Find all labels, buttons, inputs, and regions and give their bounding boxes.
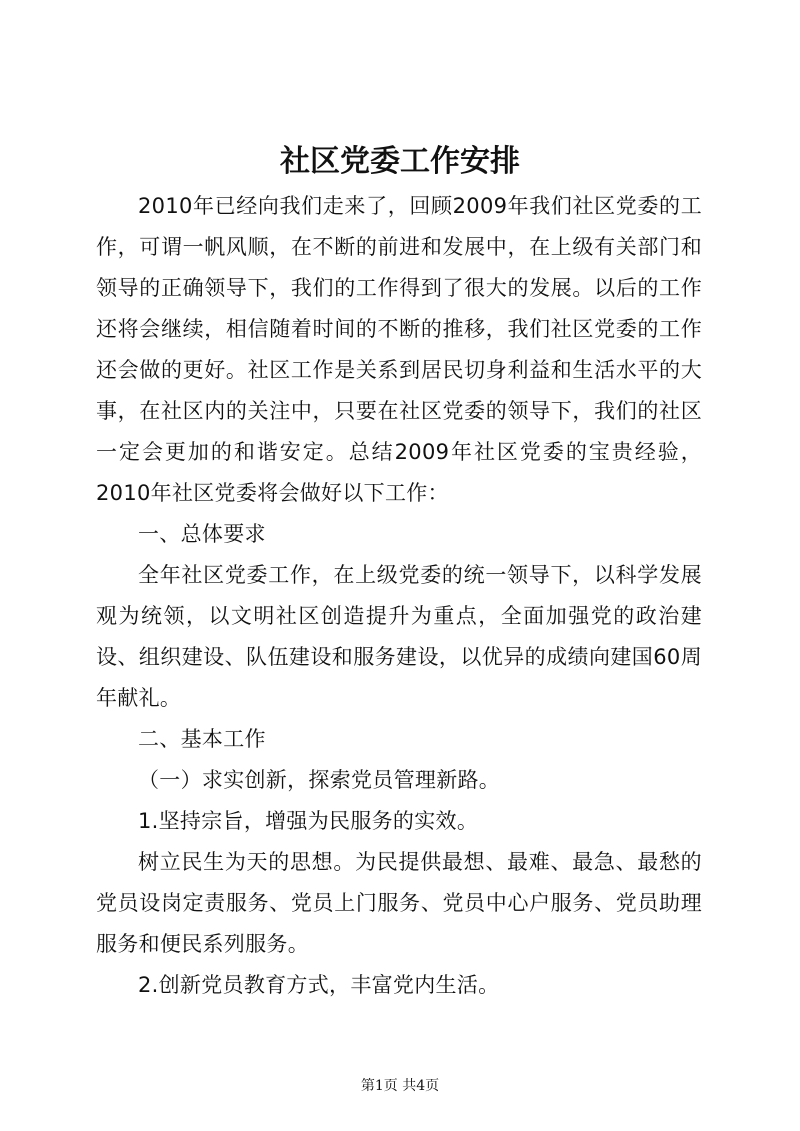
section-heading-general-requirements: 一、总体要求	[138, 522, 266, 546]
service-paragraph: 树立民生为天的思想。为民提供最想、最难、最急、最愁的党员设岗定责服务、党员上门服务、党员中心户服务、党员助理服务和便民系列服务。	[96, 850, 702, 956]
general-requirements-paragraph: 全年社区党委工作，在上级党委的统一领导下，以科学发展观为统领，以文明社区创造提升为重点，全面加强党的政治建设、组织建设、队伍建设和服务建设，以优异的成绩向建国60周年献礼。	[96, 563, 702, 710]
document-body	[96, 186, 702, 1006]
page-number-footer: 第1页 共4页	[360, 1078, 440, 1094]
item-heading-1: 1.坚持宗旨，增强为民服务的实效。	[138, 809, 479, 833]
intro-paragraph: 2010年已经向我们走来了，回顾2009年我们社区党委的工作，可谓一帆风顺，在不断的前进和发展中，在上级有关部门和领导的正确领导下，我们的工作得到了很大的发展。以后的工作还将会继续，相信随着时间的不断的推移，我们社区党委的工作还会做的更好。社区工作是关系到居民切身利益和生活水平的大事，在社区内的关注中，只要在社区党委的领导下，我们的社区一定会更加的和谐安定。总结2009年社区党委的宝贵经验，2010年社区党委将会做好以下工作：	[96, 194, 702, 505]
document-title: 社区党委工作安排	[280, 144, 520, 179]
item-heading-2: 2.创新党员教育方式，丰富党内生活。	[138, 973, 500, 997]
subsection-heading-innovation: （一）求实创新，探索党员管理新路。	[138, 768, 501, 792]
section-heading-basic-work: 二、基本工作	[138, 727, 266, 751]
